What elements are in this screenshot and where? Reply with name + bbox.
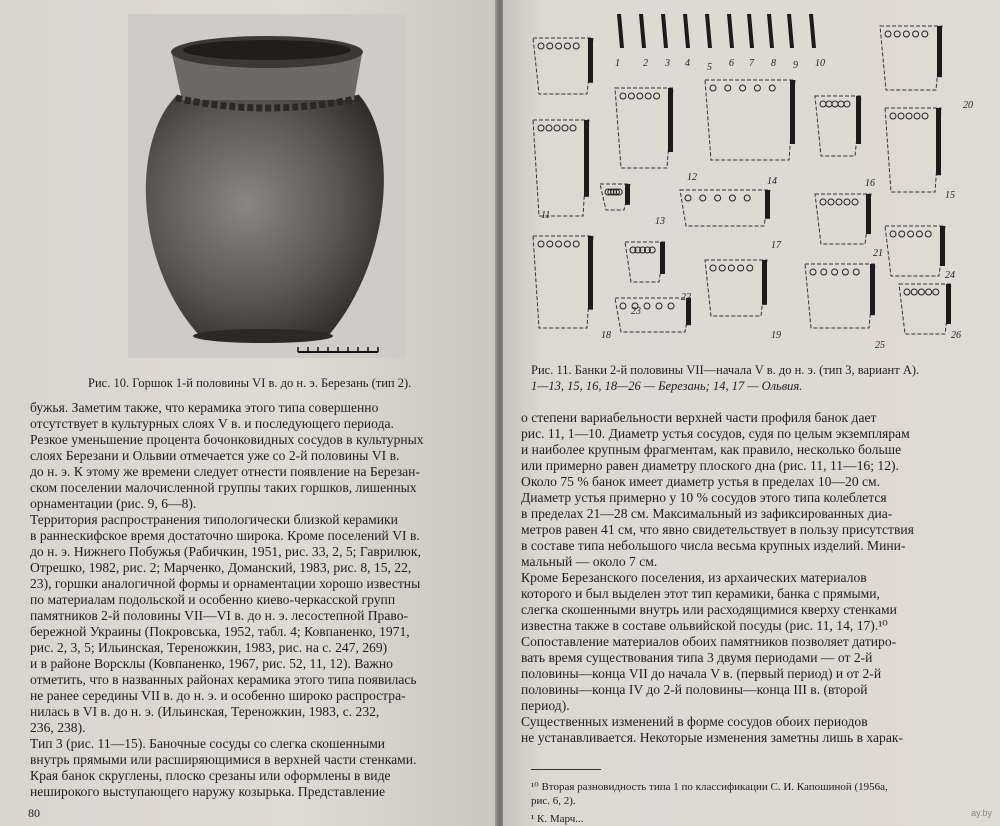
rim-profile	[727, 14, 734, 48]
vessel-ornament-pit	[744, 195, 750, 201]
vessel-ornament-pit	[911, 289, 917, 295]
vessel-ornament-pit	[853, 269, 859, 275]
vessel-ornament-pit	[668, 303, 674, 309]
vessel-ornament-pit	[832, 101, 838, 107]
left-line: слоях Березани и Ольвии отмечается уже со 2-й половины VI в.	[30, 448, 400, 463]
right-line: половины—конца VII до начала V в. (первый период) и от 2-й	[521, 666, 882, 681]
vessel-ornament-pit	[740, 85, 746, 91]
right-line: метров равен 41 см, что явно свидетельствует в пользу присутствия	[521, 522, 914, 537]
figure-number-label: 25	[875, 340, 885, 351]
vessel-ornament-pit	[916, 231, 922, 237]
figure-number-label: 21	[873, 248, 883, 259]
vessel-wall-section	[790, 80, 795, 144]
right-line: половины—конца IV до 2-й половины—конца III в. (второй	[521, 682, 868, 697]
vessel-ornament-pit	[836, 199, 842, 205]
vessel-ornament-pit	[838, 101, 844, 107]
left-line: Отрешко, 1982, рис. 2; Марченко, Доманский, 1983, рис. 8, 15, 22,	[30, 560, 412, 575]
vessel-outline	[680, 190, 770, 226]
vessel-ornament-pit	[820, 199, 826, 205]
vessel-outline	[533, 38, 593, 94]
vessel-ornament-pit	[573, 241, 579, 247]
vessel-ornament-pit	[842, 269, 848, 275]
vessel-wall-section	[625, 184, 630, 205]
footnote-10: ¹⁰ Вторая разновидность типа 1 по классификации С. И. Капошиной (1956а,	[531, 781, 888, 793]
vessel-ornament-pit	[564, 241, 570, 247]
figure-number-label: 9	[793, 60, 798, 71]
vessel-ornament-pit	[710, 85, 716, 91]
left-line: Края банок скруглены, плоско срезаны или оформлены в виде	[30, 768, 391, 783]
vessel-outline	[885, 226, 945, 276]
right-line: которого и был выделен этот тип керамики, банка с прямыми,	[521, 586, 880, 601]
right-line: слегка скошенными внутрь или расходящимися кверху стенками	[521, 602, 897, 617]
rim-profile	[809, 14, 816, 48]
figure-number-label: 19	[771, 330, 781, 341]
vessel-profiles-drawing	[515, 8, 985, 360]
vessel-ornament-pit	[656, 303, 662, 309]
pot-image	[128, 14, 406, 358]
vessel-ornament-pit	[898, 113, 904, 119]
figure-number-label: 1	[615, 58, 620, 69]
vessel-ornament-pit	[903, 31, 909, 37]
figure-10-caption: Рис. 10. Горшок 1-й половины VI в. до н. э. Березань (тип 2).	[88, 376, 412, 390]
vessel-ornament-pit	[700, 195, 706, 201]
right-line: Существенных изменений в форме сосудов обоих периодов	[521, 714, 868, 729]
vessel-ornament-pit	[547, 241, 553, 247]
vessel-ornament-pit	[769, 85, 775, 91]
vessel-ornament-pit	[922, 113, 928, 119]
left-line: бужья. Заметим также, что керамика этого типа совершенно	[30, 400, 379, 415]
left-line: Резкое уменьшение процента бочонковидных сосудов в культурных	[30, 432, 424, 447]
watermark: ay.by	[971, 808, 992, 818]
figure-number-label: 13	[655, 216, 665, 227]
vessel-ornament-pit	[908, 231, 914, 237]
figure-number-label: 14	[767, 176, 777, 187]
vessel-ornament-pit	[685, 195, 691, 201]
vessel-ornament-pit	[570, 125, 576, 131]
vessel-ornament-pit	[654, 93, 660, 99]
figure-number-label: 15	[945, 190, 955, 201]
figure-number-label: 7	[749, 58, 754, 69]
left-line: 23), горшки аналогичной формы и орнаментации хорошо известны	[30, 576, 421, 591]
figure-number-label: 3	[665, 58, 670, 69]
vessel-ornament-pit	[644, 303, 650, 309]
vessel-ornament-pit	[820, 101, 826, 107]
vessel-ornament-pit	[562, 125, 568, 131]
vessel-ornament-pit	[933, 289, 939, 295]
vessel-wall-section	[856, 96, 861, 144]
figure-number-label: 5	[707, 62, 712, 73]
figure-number-label: 8	[771, 58, 776, 69]
figure-number-label: 24	[945, 270, 955, 281]
vessel-ornament-pit	[844, 199, 850, 205]
vessel-ornament-pit	[620, 303, 626, 309]
right-line: в пределах 21—28 см. Максимальный из зафиксированных диа-	[521, 506, 893, 521]
vessel-ornament-pit	[899, 231, 905, 237]
vessel-wall-section	[870, 264, 875, 315]
figure-11-drawings	[515, 8, 985, 360]
vessel-wall-section	[866, 194, 871, 234]
figure-number-label: 16	[865, 178, 875, 189]
vessel-ornament-pit	[538, 125, 544, 131]
pot-photograph	[128, 14, 406, 358]
rim-profile	[705, 14, 712, 48]
left-line: отметить, что в названных районах керамика этого типа появилась	[30, 672, 417, 687]
left-line: в раннескифское время достаточно широка. Кроме поселений VI в.	[30, 528, 420, 543]
right-line: рис. 11, 1—10. Диаметр устья сосудов, судя по целым экземплярам	[521, 426, 910, 441]
vessel-ornament-pit	[832, 269, 838, 275]
vessel-outline	[899, 284, 951, 334]
vessel-ornament-pit	[922, 31, 928, 37]
vessel-outline	[615, 88, 673, 168]
footnote-divider	[531, 769, 601, 770]
vessel-wall-section	[660, 242, 665, 274]
right-line: мальный — около 7 см.	[521, 554, 658, 569]
left-line: 236, 238).	[30, 720, 86, 735]
vessel-ornament-pit	[554, 125, 560, 131]
vessel-ornament-pit	[890, 113, 896, 119]
figure-number-label: 22	[681, 292, 691, 303]
vessel-ornament-pit	[754, 85, 760, 91]
figure-number-label: 18	[601, 330, 611, 341]
vessel-wall-section	[937, 26, 942, 77]
rim-profile	[767, 14, 774, 48]
left-line: ском поселении малочисленной группы таких горшков, лишенных	[30, 480, 417, 495]
vessel-outline	[533, 120, 589, 216]
vessel-ornament-pit	[637, 93, 643, 99]
left-line: до н. э. Нижнего Побужья (Рабичкин, 1951, рис. 33, 2, 5; Гаврилюк,	[30, 544, 421, 559]
vessel-ornament-pit	[747, 265, 753, 271]
vessel-ornament-pit	[556, 43, 562, 49]
vessel-ornament-pit	[715, 195, 721, 201]
vessel-wall-section	[946, 284, 951, 324]
vessel-ornament-pit	[821, 269, 827, 275]
vessel-wall-section	[588, 236, 593, 310]
right-line: не устанавливается. Некоторые изменения заметны лишь в харак-	[521, 730, 904, 745]
vessel-wall-section	[762, 260, 767, 305]
vessel-ornament-pit	[913, 31, 919, 37]
figure-number-label: 17	[771, 240, 781, 251]
vessel-ornament-pit	[828, 199, 834, 205]
vessel-wall-section	[936, 108, 941, 175]
figure-number-label: 20	[963, 100, 973, 111]
rim-profile	[617, 14, 624, 48]
figure-number-label: 4	[685, 58, 690, 69]
vessel-ornament-pit	[729, 195, 735, 201]
left-line: памятников 2-й половины VII—VI в. до н. э. лесостепной Право-	[30, 608, 409, 623]
figure-number-label: 10	[815, 58, 825, 69]
vessel-ornament-pit	[556, 241, 562, 247]
left-line: нилась в VI в. до н. э. (Ильинская, Тереножкин, 1983, с. 232,	[30, 704, 380, 719]
left-line: и в районе Ворсклы (Ковпаненко, 1967, рис. 52, 11, 12). Важно	[30, 656, 393, 671]
vessel-wall-section	[668, 88, 673, 152]
vessel-ornament-pit	[918, 289, 924, 295]
figure-number-label: 26	[951, 330, 961, 341]
footnote-next: ¹ К. Марч...	[531, 813, 584, 825]
left-line: по материалам подольской и особенно киево-черкасской групп	[30, 592, 396, 607]
vessel-outline	[705, 260, 767, 316]
figure-number-label: 12	[687, 172, 697, 183]
vessel-ornament-pit	[564, 43, 570, 49]
vessel-ornament-pit	[719, 265, 725, 271]
rim-profile	[747, 14, 754, 48]
left-line: рис. 2, 3, 5; Ильинская, Тереножкин, 1983, рис. на с. 247, 269)	[30, 640, 388, 655]
vessel-wall-section	[940, 226, 945, 266]
vessel-ornament-pit	[894, 31, 900, 37]
vessel-ornament-pit	[810, 269, 816, 275]
vessel-ornament-pit	[890, 231, 896, 237]
rim-profile	[639, 14, 646, 48]
page-number: 80	[28, 806, 40, 820]
right-line: Около 75 % банок имеет диаметр устья в пределах 10—20 см.	[521, 474, 881, 489]
right-page	[503, 0, 1000, 826]
vessel-outline	[615, 298, 691, 332]
right-line: в составе типа небольшого числа весьма крупных изделий. Мини-	[521, 538, 906, 553]
vessel-ornament-pit	[826, 101, 832, 107]
left-line: до н. э. К этому же времени следует отнести появление на Березан-	[30, 464, 420, 479]
vessel-ornament-pit	[904, 289, 910, 295]
vessel-ornament-pit	[728, 265, 734, 271]
right-line: Сопоставление материалов обоих памятников позволяет датиро-	[521, 634, 897, 649]
figure-number-label: 11	[541, 210, 551, 221]
vessel-ornament-pit	[925, 231, 931, 237]
left-page	[0, 0, 497, 826]
left-line: бережной Украины (Покровська, 1952, табл. 4; Ковпаненко, 1971,	[30, 624, 410, 639]
figure-number-label: 2	[643, 58, 648, 69]
footnote-10-continued: рис. 6, 2).	[531, 795, 576, 807]
left-line: внутрь прямыми или расширяющимися в верхней части стенками.	[30, 752, 417, 767]
figure-11-caption-sources: 1—13, 15, 16, 18—26 — Березань; 14, 17 — Ольвия.	[531, 379, 803, 393]
left-line: Тип 3 (рис. 11—15). Баночные сосуды со слегка скошенными	[30, 736, 386, 751]
left-line: отсутствует в культурных слоях V в. и последующего периода.	[30, 416, 394, 431]
vessel-ornament-pit	[547, 43, 553, 49]
vessel-ornament-pit	[914, 113, 920, 119]
vessel-ornament-pit	[725, 85, 731, 91]
left-line: орнаментации (рис. 9, 6—8).	[30, 496, 197, 511]
vessel-outline	[705, 80, 795, 160]
rim-profile	[787, 14, 794, 48]
vessel-ornament-pit	[573, 43, 579, 49]
vessel-outline	[885, 108, 941, 192]
vessel-ornament-pit	[538, 43, 544, 49]
right-line: Кроме Березанского поселения, из архаических материалов	[521, 570, 867, 585]
vessel-ornament-pit	[546, 125, 552, 131]
left-line: неширокого выступающего наружу козырька. Представление	[30, 784, 386, 799]
vessel-ornament-pit	[628, 93, 634, 99]
vessel-ornament-pit	[852, 199, 858, 205]
vessel-ornament-pit	[538, 241, 544, 247]
figure-number-label: 6	[729, 58, 734, 69]
vessel-outline	[533, 236, 593, 328]
figure-11-caption: Рис. 11. Банки 2-й половины VII—начала V в. до н. э. (тип 3, вариант А).	[531, 363, 920, 377]
right-line: о степени вариабельности верхней части профиля банок дает	[521, 410, 877, 425]
vessel-ornament-pit	[885, 31, 891, 37]
vessel-ornament-pit	[710, 265, 716, 271]
figure-number-label: 23	[631, 306, 641, 317]
right-body-text	[521, 410, 981, 746]
vessel-ornament-pit	[906, 113, 912, 119]
right-line: вать время существования типа 3 двумя периодами — от 2-й	[521, 650, 873, 665]
left-line: не ранее середины VII в. до н. э. и особенно широко распростра-	[30, 688, 406, 703]
vessel-wall-section	[588, 38, 593, 83]
vessel-outline	[815, 194, 871, 244]
vessel-wall-section	[584, 120, 589, 197]
vessel-ornament-pit	[926, 289, 932, 295]
right-line: период).	[521, 698, 570, 713]
right-line: известна также в составе ольвийской посуды (рис. 11, 14, 17).¹⁰	[521, 618, 888, 633]
right-line: Диаметр устья примерно у 10 % сосудов этого типа колеблется	[521, 490, 887, 505]
vessel-outline	[880, 26, 942, 90]
right-line: и наиболее крупным фрагментам, как правило, несколько больше	[521, 442, 902, 457]
vessel-ornament-pit	[620, 93, 626, 99]
vessel-ornament-pit	[738, 265, 744, 271]
vessel-ornament-pit	[645, 93, 651, 99]
right-line: или примерно равен диаметру плоского дна (рис. 11, 11—16; 12).	[521, 458, 899, 473]
vessel-ornament-pit	[844, 101, 850, 107]
vessel-wall-section	[765, 190, 770, 219]
rim-profile	[683, 14, 690, 48]
left-line: Территория распространения типологически близкой керамики	[30, 512, 398, 527]
left-body-text	[30, 400, 488, 800]
rim-profile	[661, 14, 668, 48]
